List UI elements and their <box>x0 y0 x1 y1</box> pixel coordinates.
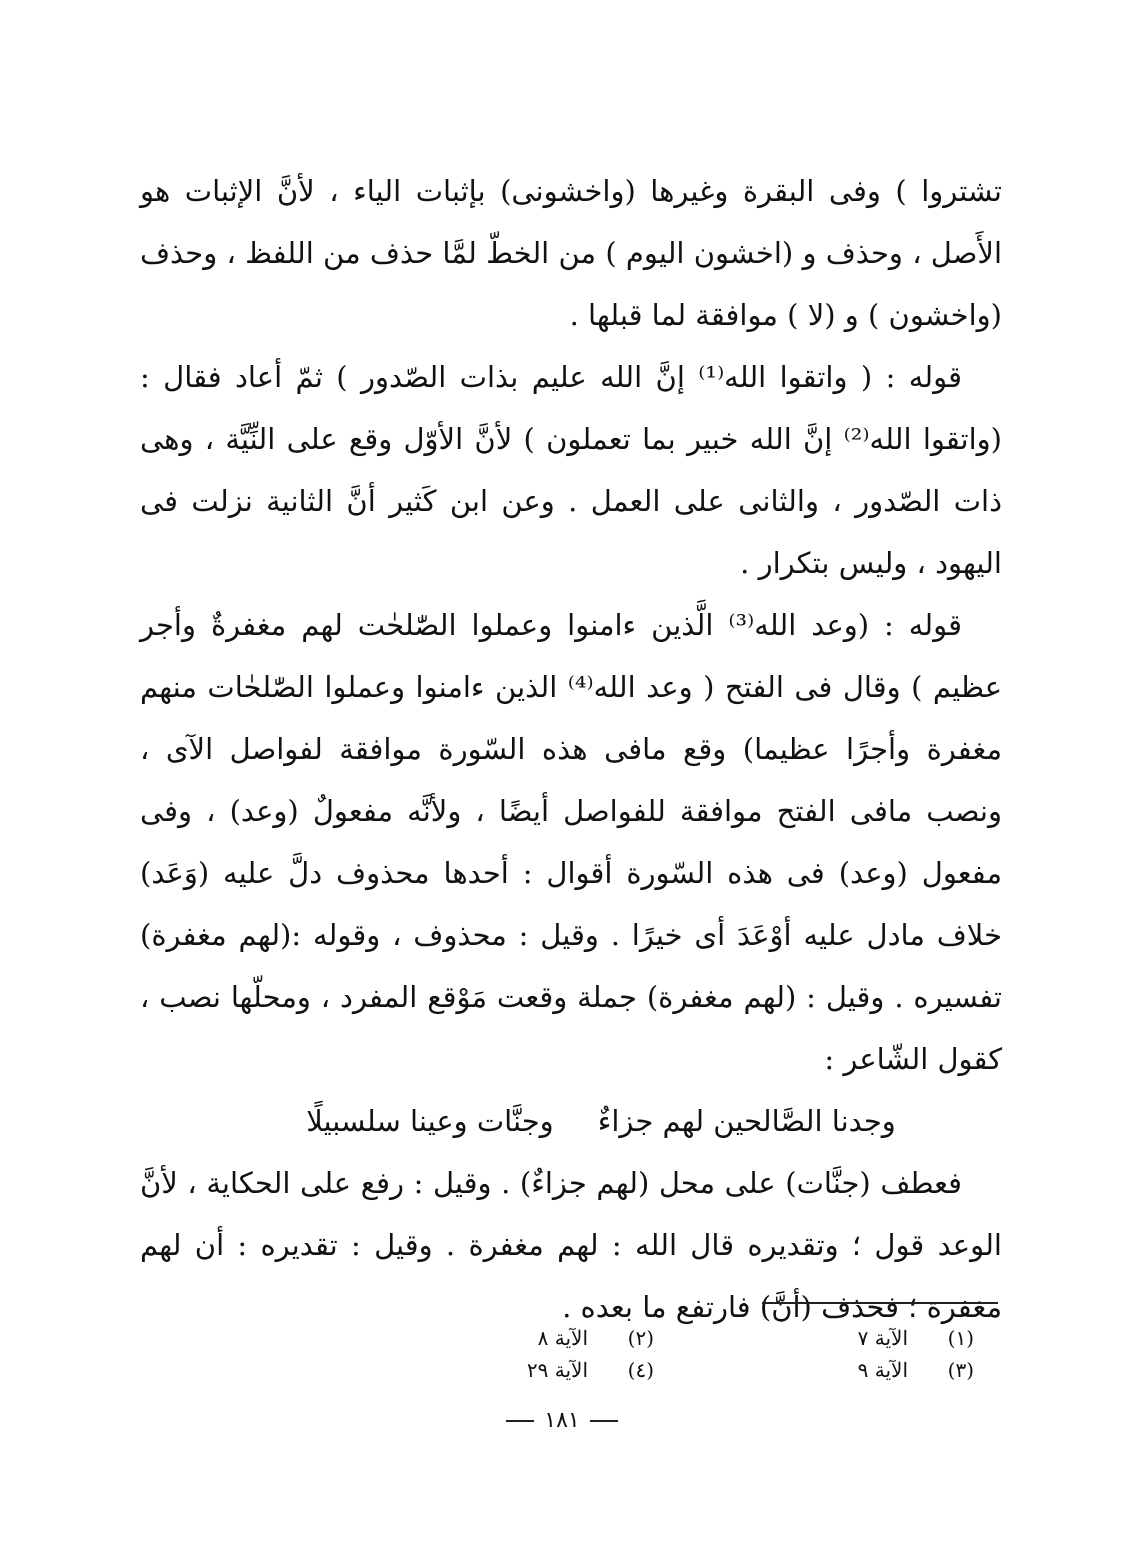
dash-left <box>506 1420 534 1422</box>
footnote-text: الآية ٢٩ <box>526 1358 588 1382</box>
footnote-text: الآية ٧ <box>857 1326 908 1350</box>
footnote-text: الآية ٩ <box>857 1358 908 1382</box>
paragraph-3: قوله : (وعد الله⁽³⁾ الَّذين ءامنوا وعملوا الصّٰلحٰت لهم مغفرةٌ وأجر عظيم ) وقال فى الفتح ( وعد الله⁽⁴⁾ الذين ءامنوا وعملوا الصّٰلحٰات منهم مغفرة وأجرًا عظيما) وقع مافى هذه السّورة موافقة لفواصل الآى ، ونصب مافى الفتح موافقة للفواصل أيضًا ، ولأنَّه مفعولٌ (وعد) ، وفى مفعول (وعد) فى هذه السّورة أقوال : أحدها محذوف دلَّ عليه (وَعَد) خلاف مادل عليه أوْعَدَ أى خيرًا . وقيل : محذوف ، وقوله :(لهم مغفرة) تفسيره . وقيل : (لهم مغفرة) جملة وقعت مَوْقع المفرد ، ومحلّها نصب ، كقول الشّاعر : <box>140 608 1003 1076</box>
footnote-text: الآية ٨ <box>537 1326 588 1350</box>
poetry-verse <box>140 1090 1002 1152</box>
page-number <box>0 1408 1124 1433</box>
footnote-row <box>334 1322 974 1354</box>
footnote-3 <box>654 1354 974 1386</box>
dash-right <box>590 1420 618 1422</box>
footnote-number: (٤) <box>627 1358 654 1382</box>
paragraph-2: قوله : ( واتقوا الله⁽¹⁾ إنَّ الله عليم بذات الصّدور ) ثمّ أعاد فقال : (واتقوا الله⁽²⁾ إنَّ الله خبير بما تعملون ) لأنَّ الأوّل وقع على النِّيَّة ، وهى ذات الصّدور ، والثانى على العمل . وعن ابن كَثير أنَّ الثانية نزلت فى اليهود ، وليس بتكرار . <box>140 360 1002 580</box>
page-number-value: ١٨١ <box>544 1408 580 1433</box>
footnote-row <box>334 1354 974 1386</box>
footnote-2 <box>334 1322 654 1354</box>
body-text <box>140 160 1002 1338</box>
verse-second-hemistich: وجنَّات وعينا سلسبيلًا <box>306 1104 554 1138</box>
footnote-1 <box>654 1322 974 1354</box>
paragraph-4: فعطف (جنَّات) على محل (لهم جزاءٌ) . وقيل : رفع على الحكاية ، لأنَّ الوعد قول ؛ وتقديره قال الله : لهم مغفرة . وقيل : تقديره : أن لهم مغفرة ؛ فحذف (أنَّ) فارتفع ما بعده . <box>140 1166 1002 1324</box>
footnote-number: (٢) <box>627 1326 654 1350</box>
verse-first-hemistich: وجدنا الصَّالحين لهم جزاءٌ <box>597 1104 896 1138</box>
footnote-number: (٣) <box>947 1358 974 1382</box>
footnotes <box>334 1322 974 1386</box>
paragraph-1: تشتروا ) وفى البقرة وغيرها (واخشونى) بإثبات الياء ، لأنَّ الإثبات هو الأَصل ، وحذف و (اخشون اليوم ) من الخطّ لمَّا حذف من اللفظ ، وحذف (واخشون ) و (لا ) موافقة لما قبلها . <box>140 174 1002 332</box>
footnote-4 <box>334 1354 654 1386</box>
footnote-separator <box>762 1302 998 1304</box>
footnote-number: (١) <box>947 1326 974 1350</box>
